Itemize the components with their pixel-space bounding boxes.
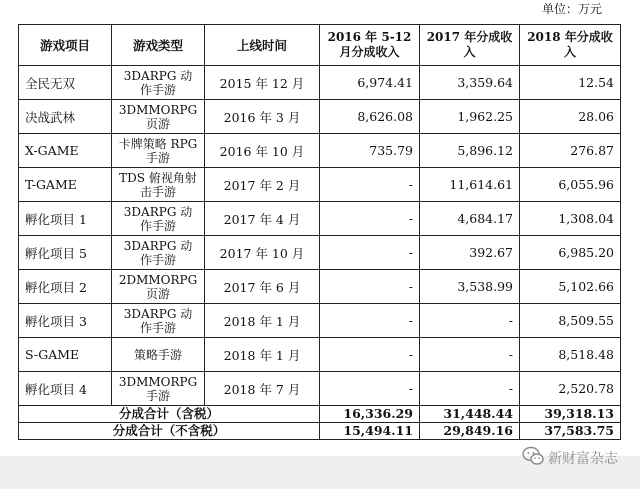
revenue-table-container <box>18 24 620 440</box>
unit-label: 单位：万元 <box>541 2 602 16</box>
revenue-2016-cell: 8,626.08 <box>320 100 420 134</box>
game-type-cell: 卡牌策略 RPG 手游 <box>112 134 205 168</box>
game-name-cell: 孵化项目 3 <box>19 304 112 338</box>
header-launch-date: 上线时间 <box>205 25 320 66</box>
revenue-2018-cell: 8,518.48 <box>520 338 621 372</box>
watermark-text: 新财富杂志 <box>548 451 618 467</box>
revenue-2016-cell: 735.79 <box>320 134 420 168</box>
game-type-cell: 策略手游 <box>112 338 205 372</box>
header-revenue-2016: 2016 年 5-12 月分成收入 <box>320 25 420 66</box>
revenue-2016-cell: - <box>320 168 420 202</box>
game-type-cell: 3DARPG 动作手游 <box>112 202 205 236</box>
revenue-2017-cell: 1,962.25 <box>420 100 520 134</box>
total-2018-cell: 37,583.75 <box>520 423 621 440</box>
game-type-cell: 3DARPG 动作手游 <box>112 66 205 100</box>
game-type-cell: TDS 俯视角射击手游 <box>112 168 205 202</box>
header-revenue-2017: 2017 年分成收入 <box>420 25 520 66</box>
launch-date-cell: 2017 年 2 月 <box>205 168 320 202</box>
game-name-cell: 孵化项目 4 <box>19 372 112 406</box>
game-name-cell: 孵化项目 5 <box>19 236 112 270</box>
revenue-2016-cell: - <box>320 202 420 236</box>
revenue-2017-cell: - <box>420 304 520 338</box>
launch-date-cell: 2017 年 6 月 <box>205 270 320 304</box>
game-name-cell: 决战武林 <box>19 100 112 134</box>
revenue-2016-cell: - <box>320 236 420 270</box>
revenue-2016-cell: - <box>320 338 420 372</box>
table-row <box>19 304 621 338</box>
revenue-2018-cell: 276.87 <box>520 134 621 168</box>
revenue-2018-cell: 6,985.20 <box>520 236 621 270</box>
revenue-2017-cell: 5,896.12 <box>420 134 520 168</box>
game-name-cell: 孵化项目 2 <box>19 270 112 304</box>
total-label: 分成合计（不含税） <box>19 423 320 440</box>
wechat-icon <box>522 446 544 470</box>
launch-date-cell: 2015 年 12 月 <box>205 66 320 100</box>
game-name-cell: S-GAME <box>19 338 112 372</box>
revenue-2018-cell: 28.06 <box>520 100 621 134</box>
table-row <box>19 168 621 202</box>
launch-date-cell: 2017 年 10 月 <box>205 236 320 270</box>
revenue-2017-cell: - <box>420 372 520 406</box>
total-2017-cell: 31,448.44 <box>420 406 520 423</box>
total-label: 分成合计（含税） <box>19 406 320 423</box>
total-2016-cell: 16,336.29 <box>320 406 420 423</box>
revenue-2017-cell: - <box>420 338 520 372</box>
total-row-tax-included <box>19 406 621 423</box>
total-2016-cell: 15,494.11 <box>320 423 420 440</box>
revenue-2017-cell: 3,359.64 <box>420 66 520 100</box>
revenue-2017-cell: 392.67 <box>420 236 520 270</box>
revenue-2018-cell: 5,102.66 <box>520 270 621 304</box>
revenue-2016-cell: - <box>320 372 420 406</box>
revenue-2018-cell: 8,509.55 <box>520 304 621 338</box>
table-row <box>19 134 621 168</box>
launch-date-cell: 2018 年 7 月 <box>205 372 320 406</box>
revenue-2018-cell: 1,308.04 <box>520 202 621 236</box>
revenue-2017-cell: 3,538.99 <box>420 270 520 304</box>
table-row <box>19 100 621 134</box>
launch-date-cell: 2018 年 1 月 <box>205 304 320 338</box>
revenue-2017-cell: 4,684.17 <box>420 202 520 236</box>
game-type-cell: 3DARPG 动作手游 <box>112 304 205 338</box>
header-game-project: 游戏项目 <box>19 25 112 66</box>
table-row <box>19 202 621 236</box>
game-type-cell: 3DMMORPG 页游 <box>112 100 205 134</box>
game-name-cell: 孵化项目 1 <box>19 202 112 236</box>
game-name-cell: X-GAME <box>19 134 112 168</box>
total-2018-cell: 39,318.13 <box>520 406 621 423</box>
total-2017-cell: 29,849.16 <box>420 423 520 440</box>
revenue-2018-cell: 6,055.96 <box>520 168 621 202</box>
watermark <box>522 448 618 468</box>
table-row <box>19 236 621 270</box>
table-header-row <box>19 25 621 66</box>
launch-date-cell: 2018 年 1 月 <box>205 338 320 372</box>
table-row <box>19 270 621 304</box>
revenue-2016-cell: 6,974.41 <box>320 66 420 100</box>
revenue-2018-cell: 12.54 <box>520 66 621 100</box>
launch-date-cell: 2016 年 3 月 <box>205 100 320 134</box>
table-row <box>19 372 621 406</box>
revenue-2017-cell: 11,614.61 <box>420 168 520 202</box>
launch-date-cell: 2016 年 10 月 <box>205 134 320 168</box>
revenue-2016-cell: - <box>320 270 420 304</box>
game-type-cell: 3DARPG 动作手游 <box>112 236 205 270</box>
revenue-2018-cell: 2,520.78 <box>520 372 621 406</box>
table-row <box>19 66 621 100</box>
launch-date-cell: 2017 年 4 月 <box>205 202 320 236</box>
total-row-tax-excluded <box>19 423 621 440</box>
revenue-table <box>18 24 621 440</box>
table-row <box>19 338 621 372</box>
game-type-cell: 2DMMORPG 页游 <box>112 270 205 304</box>
revenue-2016-cell: - <box>320 304 420 338</box>
header-game-type: 游戏类型 <box>112 25 205 66</box>
game-type-cell: 3DMMORPG 手游 <box>112 372 205 406</box>
game-name-cell: T-GAME <box>19 168 112 202</box>
header-revenue-2018: 2018 年分成收入 <box>520 25 621 66</box>
game-name-cell: 全民无双 <box>19 66 112 100</box>
